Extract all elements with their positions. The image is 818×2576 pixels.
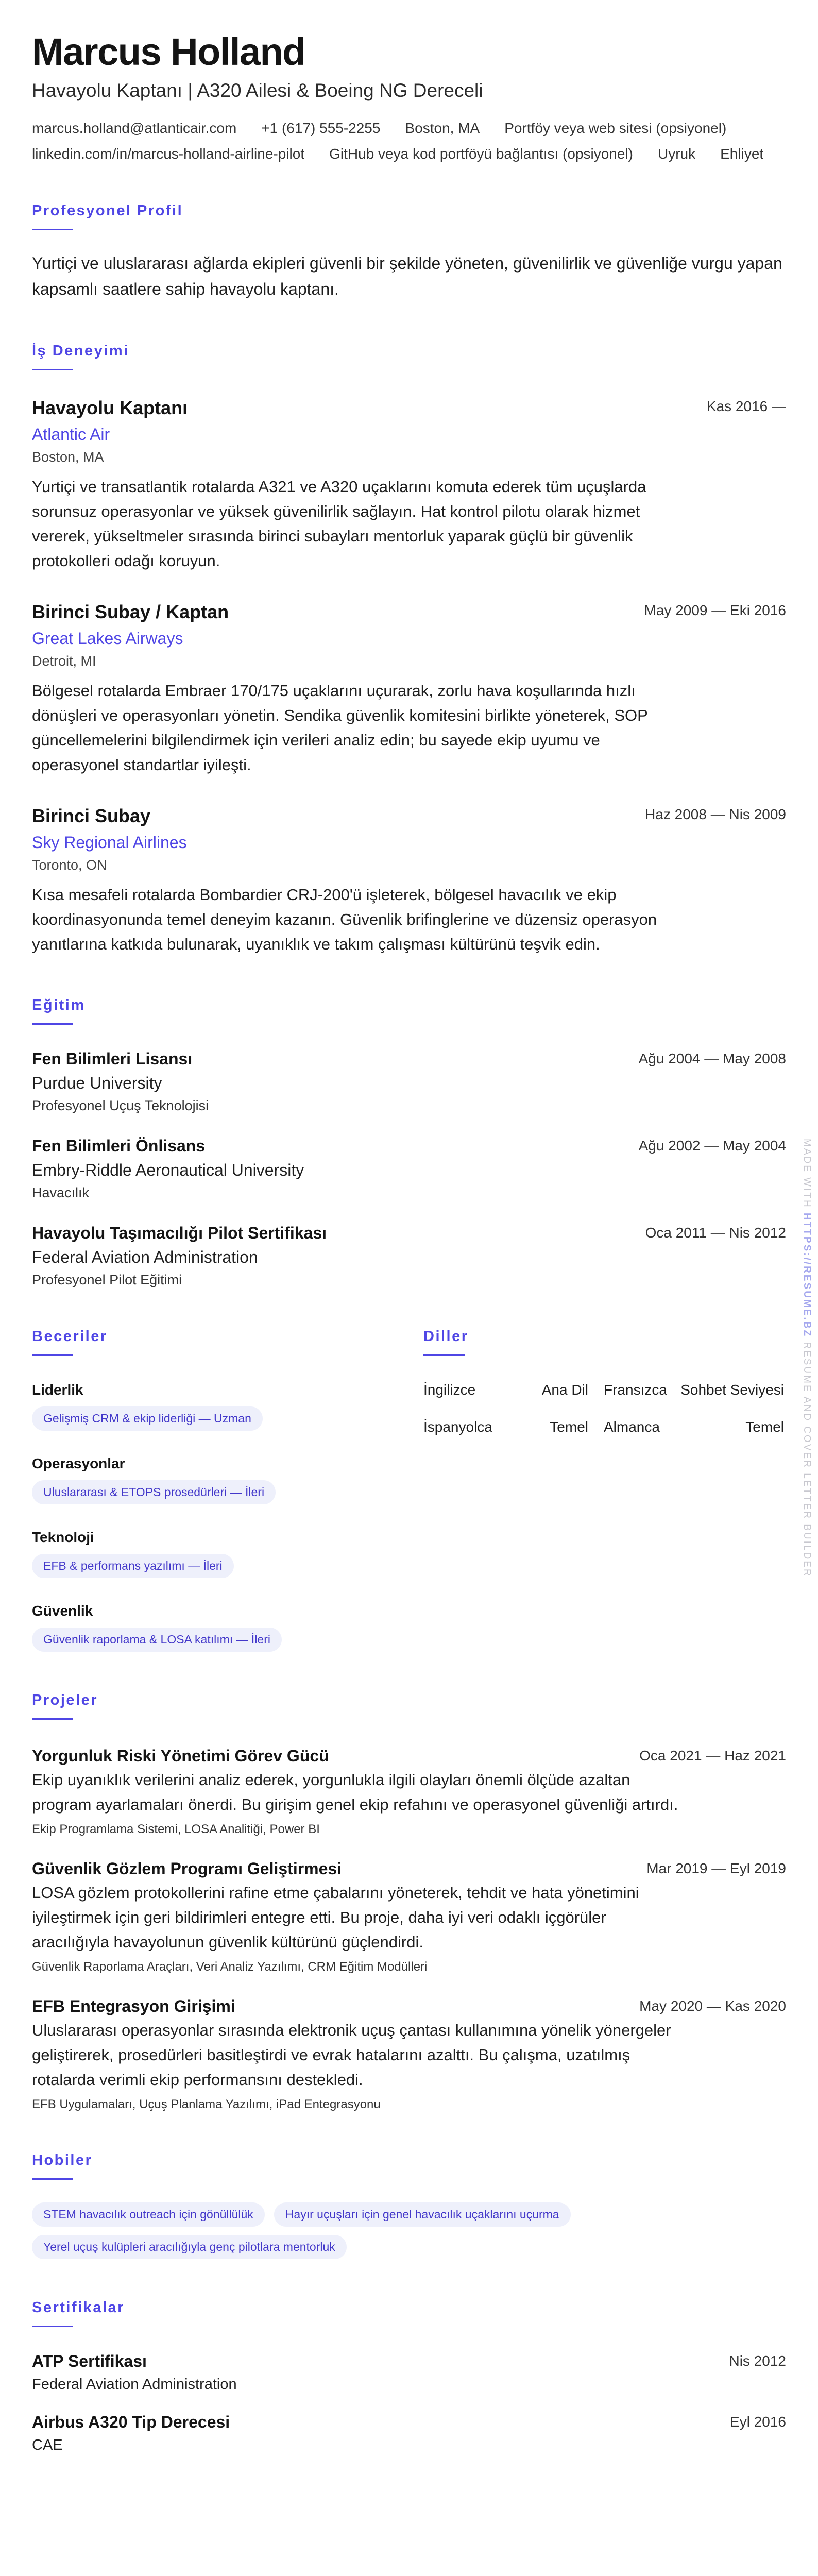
section-title: Beceriler: [32, 1328, 108, 1345]
skill-category: Güvenlik: [32, 1603, 93, 1619]
language-name: İngilizce: [423, 1382, 476, 1398]
institution: Embry-Riddle Aeronautical University: [32, 1161, 304, 1180]
education-entry: [32, 1137, 786, 1201]
contact-location: Boston, MA: [405, 120, 480, 137]
profile-summary: Yurtiçi ve uluslararası ağlarda ekipleri güvenli bir şekilde yöneten, güvenilirlik ve güvenliğe vurgu yapan kapsamlı saatlere sahip havayolu kaptanı.: [32, 254, 782, 298]
language-level: Temel: [550, 1419, 588, 1435]
project-name: Yorgunluk Riski Yönetimi Görev Gücü: [32, 1747, 329, 1766]
job-company: Sky Regional Airlines: [32, 833, 187, 852]
project-name: EFB Entegrasyon Girişimi: [32, 1997, 235, 2016]
skill-group: [32, 1529, 423, 1578]
skill-group: [32, 1382, 423, 1431]
section-divider: [32, 1718, 73, 1720]
education-dates: Oca 2011 — Nis 2012: [645, 1225, 786, 1241]
job-dates: May 2009 — Eki 2016: [644, 602, 786, 618]
job-location: Toronto, ON: [32, 857, 107, 873]
language-level: Sohbet Seviyesi: [680, 1382, 784, 1398]
section-divider: [423, 1354, 465, 1356]
languages-section: [423, 1328, 784, 1652]
section-title: Projeler: [32, 1692, 98, 1709]
skill-category: Liderlik: [32, 1382, 83, 1398]
hobbies-section: [32, 2152, 786, 2259]
contact-phone[interactable]: +1 (617) 555-2255: [261, 120, 381, 137]
skill-category: Operasyonlar: [32, 1455, 125, 1472]
certification-name: ATP Sertifikası: [32, 2352, 147, 2371]
skill-chip: EFB & performans yazılımı — İleri: [32, 1554, 234, 1578]
skill-group: [32, 1603, 423, 1652]
education-entry: [32, 1049, 786, 1114]
certification-entry: [32, 2413, 786, 2454]
section-title: Sertifikalar: [32, 2299, 125, 2316]
education-entry: [32, 1224, 786, 1288]
institution: Purdue University: [32, 1074, 162, 1093]
project-technologies: Ekip Programlama Sistemi, LOSA Analitiği, Power BI: [32, 1822, 320, 1837]
project-entry: [32, 1747, 786, 1837]
project-dates: Oca 2021 — Haz 2021: [639, 1748, 786, 1764]
watermark-link[interactable]: HTTPS://RESUME.BZ: [802, 1213, 812, 1342]
skill-category: Teknoloji: [32, 1529, 94, 1546]
project-description: Ekip uyanıklık verilerini analiz ederek, yorgunlukla ilgili olayları önemli ölçüde azaltan program ayarlamaları önerdi. Bu girişim genel ekip refahını ve operasyonel güvenliği artırdı.: [32, 1771, 678, 1814]
skill-chip: Güvenlik raporlama & LOSA katılımı — İleri: [32, 1628, 282, 1652]
certification-date: Eyl 2016: [730, 2414, 786, 2430]
skills-languages-row: [32, 1328, 786, 1652]
section-divider: [32, 369, 73, 370]
hobby-chip: STEM havacılık outreach için gönüllülük: [32, 2202, 265, 2227]
project-technologies: EFB Uygulamaları, Uçuş Planlama Yazılımı, iPad Entegrasyonu: [32, 2097, 381, 2112]
institution: Federal Aviation Administration: [32, 1248, 258, 1267]
resume-header: [32, 31, 786, 162]
contact-info: [32, 120, 784, 162]
degree-title: Fen Bilimleri Önlisans: [32, 1137, 206, 1156]
degree-title: Havayolu Taşımacılığı Pilot Sertifikası: [32, 1224, 327, 1243]
job-location: Boston, MA: [32, 449, 104, 465]
contact-email[interactable]: marcus.holland@atlanticair.com: [32, 120, 237, 137]
hobby-chip: Yerel uçuş kulüpleri aracılığıyla genç pilotlara mentorluk: [32, 2235, 347, 2259]
skill-group: [32, 1455, 423, 1504]
candidate-headline: Havayolu Kaptanı | A320 Ailesi & Boeing NG Dereceli: [32, 80, 483, 101]
job-title: Birinci Subay / Kaptan: [32, 601, 229, 622]
project-entry: [32, 1997, 786, 2112]
education-dates: Ağu 2004 — May 2008: [638, 1050, 786, 1067]
section-divider: [32, 1023, 73, 1025]
certification-entry: [32, 2352, 786, 2393]
language-level: Ana Dil: [541, 1382, 588, 1398]
contact-github[interactable]: GitHub veya kod portföyü bağlantısı (opsiyonel): [329, 146, 633, 162]
job-description: Kısa mesafeli rotalarda Bombardier CRJ-200'ü işleterek, bölgesel havacılık ve ekip koordinasyonunda temel deneyim kazanın. Güvenlik brifinglerine ve düzensiz operasyon yanıtlarına katkıda bulunarak, uyanıklık ve takım çalışması kültürünü teşvik edin.: [32, 885, 657, 954]
job-title: Birinci Subay: [32, 805, 151, 826]
project-name: Güvenlik Gözlem Programı Geliştirmesi: [32, 1859, 342, 1878]
projects-section: [32, 1692, 786, 2112]
builder-watermark: [801, 1139, 812, 1578]
section-divider: [32, 229, 73, 230]
section-divider: [32, 1354, 73, 1356]
job-description: Yurtiçi ve transatlantik rotalarda A321 ve A320 uçaklarını komuta ederek tüm uçuşlarda sorunsuz operasyonlar ve yüksek güvenilirlik sağlayın. Hat kontrol pilotu olarak hizmet vererek, yükseltmeler sırasında birinci subayları mentorluk yaparak güçlü bir güvenlik protokolleri odağı koruyun.: [32, 477, 646, 570]
languages-grid: [423, 1382, 784, 1435]
experience-section: [32, 343, 786, 957]
degree-title: Fen Bilimleri Lisansı: [32, 1049, 193, 1069]
job-location: Detroit, MI: [32, 653, 96, 669]
certification-issuer: Federal Aviation Administration: [32, 2376, 237, 2393]
certification-name: Airbus A320 Tip Derecesi: [32, 2413, 230, 2432]
certification-issuer: CAE: [32, 2437, 63, 2454]
profile-section: [32, 202, 786, 302]
job-dates: Kas 2016 —: [706, 398, 786, 414]
language-name: Fransızca: [604, 1382, 667, 1398]
hobby-chip: Hayır uçuşları için genel havacılık uçaklarını uçurma: [274, 2202, 571, 2227]
section-title: Profesyonel Profil: [32, 202, 183, 219]
skills-section: [32, 1328, 423, 1652]
candidate-name: Marcus Holland: [32, 30, 305, 73]
education-section: [32, 997, 786, 1288]
job-dates: Haz 2008 — Nis 2009: [645, 806, 786, 822]
education-dates: Ağu 2002 — May 2004: [638, 1138, 786, 1154]
field-of-study: Havacılık: [32, 1185, 90, 1201]
contact-linkedin[interactable]: linkedin.com/in/marcus-holland-airline-pilot: [32, 146, 305, 162]
project-dates: May 2020 — Kas 2020: [639, 1998, 786, 2014]
skill-chip: Gelişmiş CRM & ekip liderliği — Uzman: [32, 1406, 263, 1431]
contact-license: Ehliyet: [720, 146, 764, 162]
job-company: Great Lakes Airways: [32, 629, 183, 648]
section-title: İş Deneyimi: [32, 342, 129, 359]
experience-entry: [32, 805, 786, 957]
field-of-study: Profesyonel Uçuş Teknolojisi: [32, 1098, 209, 1114]
language-name: İspanyolca: [423, 1419, 492, 1435]
experience-entry: [32, 397, 786, 573]
certifications-section: [32, 2299, 786, 2454]
language-level: Temel: [745, 1419, 784, 1435]
project-description: Uluslararası operasyonlar sırasında elektronik uçuş çantası kullanımına yönelik yönergeler geliştirerek, prosedürleri basitleştirdi ve evrak hatalarını azalttı. Bu çalışma, uzatılmış rotalarda verimli ekip performansını destekledi.: [32, 2021, 671, 2089]
certification-date: Nis 2012: [729, 2353, 786, 2369]
watermark-suffix: RESUME AND COVER LETTER BUILDER: [802, 1342, 812, 1578]
project-description: LOSA gözlem protokollerini rafine etme çabalarını yöneterek, tehdit ve hata yönetimini iyileştirmek için geri bildirimleri entegre etti. Bu proje, daha iyi veri odaklı içgörüler aracılığıyla havayolunun güvenlik kültürünü güçlendirdi.: [32, 1884, 639, 1952]
experience-entry: [32, 601, 786, 777]
project-dates: Mar 2019 — Eyl 2019: [646, 1860, 786, 1877]
project-technologies: Güvenlik Raporlama Araçları, Veri Analiz Yazılımı, CRM Eğitim Modülleri: [32, 1960, 428, 1974]
section-divider: [32, 2326, 73, 2327]
section-title: Eğitim: [32, 997, 86, 1014]
contact-portfolio[interactable]: Portföy veya web sitesi (opsiyonel): [504, 120, 727, 137]
project-entry: [32, 1859, 786, 1974]
job-description: Bölgesel rotalarda Embraer 170/175 uçaklarını uçurarak, zorlu hava koşullarında hızlı dönüşleri ve operasyonları yönetin. Sendika güvenlik komitesini birlikte yöneterek, SOP güncellemelerini bilgilendirmek için verileri analiz edin; bu sayede ekip uyumu ve operasyonel standartlar iyileşti.: [32, 681, 648, 774]
job-title: Havayolu Kaptanı: [32, 397, 188, 418]
skill-chip: Uluslararası & ETOPS prosedürleri — İleri: [32, 1480, 276, 1504]
section-divider: [32, 2178, 73, 2180]
contact-nationality: Uyruk: [658, 146, 696, 162]
field-of-study: Profesyonel Pilot Eğitimi: [32, 1272, 182, 1288]
section-title: Hobiler: [32, 2152, 93, 2169]
hobby-list: [32, 2202, 702, 2259]
watermark-prefix: MADE WITH: [802, 1139, 812, 1213]
language-name: Almanca: [604, 1419, 660, 1435]
job-company: Atlantic Air: [32, 425, 110, 444]
section-title: Diller: [423, 1328, 469, 1345]
